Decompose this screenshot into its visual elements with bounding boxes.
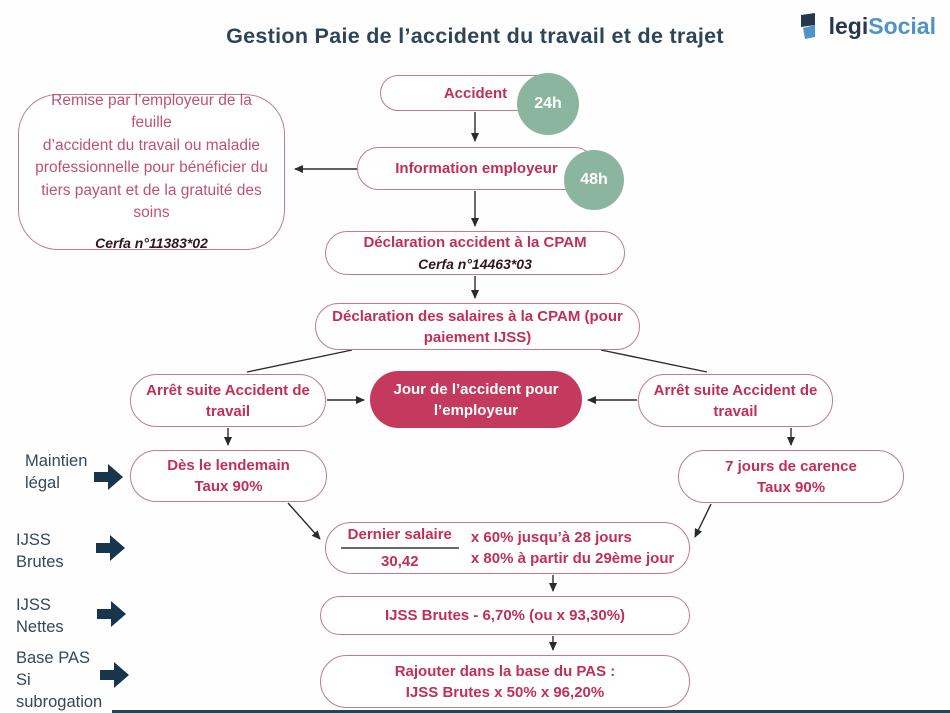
side-label-line: Brutes bbox=[16, 553, 64, 571]
dernier-salaire-formula bbox=[341, 524, 675, 572]
node-declaration-salaires-line1: Déclaration des salaires à la CPAM (pour bbox=[332, 307, 623, 325]
legisocial-logo-text bbox=[829, 13, 936, 40]
logo-text-social: Social bbox=[868, 12, 936, 39]
node-base-pas bbox=[320, 655, 690, 708]
node-pas-line2: IJSS Brutes x 50% x 96,20% bbox=[405, 683, 605, 701]
block-arrow-icon bbox=[100, 662, 129, 688]
arrow-head bbox=[114, 662, 129, 688]
node-jour-accident-employeur bbox=[370, 371, 582, 428]
arrow-head bbox=[111, 601, 126, 627]
node-des-le-lendemain bbox=[130, 450, 327, 502]
node-arret-left-line2: travail bbox=[205, 402, 251, 420]
cerfa-number: Cerfa n°11383*02 bbox=[95, 234, 208, 251]
arrow-tail bbox=[97, 609, 112, 619]
fraction bbox=[341, 524, 459, 572]
node-7-jours-carence bbox=[678, 450, 904, 503]
page-title: Gestion Paie de l’accident du travail et de trajet bbox=[226, 24, 724, 48]
node-information-label: Information employeur bbox=[395, 160, 558, 177]
callout-text bbox=[29, 90, 274, 225]
node-dernier-salaire-formule bbox=[325, 522, 690, 574]
side-label-line: subrogation bbox=[16, 693, 103, 711]
multiplier-line1: x 60% jusqu’à 28 jours bbox=[470, 529, 632, 546]
node-arret-right-line2: travail bbox=[713, 402, 758, 420]
fraction-denominator: 30,42 bbox=[381, 553, 419, 570]
badge-24h bbox=[517, 73, 579, 135]
badge-24h-label: 24h bbox=[534, 95, 562, 112]
arrow-tail bbox=[96, 543, 111, 553]
arrow-tail bbox=[94, 472, 109, 482]
node-declaration-accident-label: Déclaration accident à la CPAM bbox=[363, 233, 587, 251]
side-label-ijss-nettes bbox=[16, 594, 64, 638]
side-label-maintien-legal bbox=[25, 450, 87, 494]
callout-line: tiers payant et de la gratuité des bbox=[41, 181, 262, 199]
side-label-base-pas bbox=[16, 647, 102, 713]
block-arrow-icon bbox=[97, 601, 126, 627]
node-ijss-label: IJSS Brutes - 6,70% (ou x 93,30%) bbox=[384, 607, 626, 624]
node-arret-left-line1: Arrêt suite Accident de bbox=[146, 381, 310, 399]
node-information-employeur bbox=[357, 147, 596, 190]
side-label-line: légal bbox=[25, 474, 60, 492]
side-label-line: IJSS bbox=[16, 531, 51, 549]
arrow-head bbox=[110, 535, 125, 561]
node-declaration-accident-cpam bbox=[325, 231, 625, 275]
node-arret-accident-travail-right bbox=[638, 374, 833, 427]
logo-text-legi: legi bbox=[828, 12, 869, 39]
node-lendemain-line2: Taux 90% bbox=[194, 478, 263, 495]
side-label-line: Maintien bbox=[25, 452, 88, 470]
legisocial-logo bbox=[799, 12, 936, 40]
callout-line: d’accident du travail ou maladie bbox=[42, 136, 261, 154]
node-declaration-salaires-cpam bbox=[315, 303, 640, 350]
fraction-multipliers bbox=[471, 527, 674, 569]
legisocial-logo-icon bbox=[799, 12, 825, 40]
side-label-line: Si bbox=[16, 671, 31, 689]
node-accident-label: Accident bbox=[443, 84, 508, 102]
callout-line: Remise par l’employeur de la feuille bbox=[51, 91, 252, 132]
node-carence-line1: 7 jours de carence bbox=[725, 457, 857, 475]
side-label-line: Base PAS bbox=[16, 649, 90, 667]
callout-line: professionnelle pour bénéficier du bbox=[35, 159, 268, 177]
callout-line: soins bbox=[133, 204, 170, 222]
block-arrow-icon bbox=[96, 535, 125, 561]
node-callout-feuille-accident bbox=[18, 91, 285, 251]
node-arret-accident-travail-left bbox=[130, 374, 326, 427]
multiplier-line2: x 80% à partir du 29ème jour bbox=[470, 550, 675, 567]
badge-48h-label: 48h bbox=[580, 171, 608, 188]
side-label-line: IJSS bbox=[16, 596, 51, 614]
node-carence-line2: Taux 90% bbox=[756, 478, 826, 496]
node-pas-line1: Rajouter dans la base du PAS : bbox=[394, 662, 616, 680]
arrow-tail bbox=[100, 670, 115, 680]
node-jour-line1: Jour de l’accident pour bbox=[393, 380, 559, 398]
node-jour-line2: l’employeur bbox=[433, 401, 519, 419]
side-label-ijss-brutes bbox=[16, 529, 64, 573]
block-arrow-icon bbox=[94, 464, 123, 490]
badge-48h bbox=[564, 150, 624, 210]
arrow-head bbox=[108, 464, 123, 490]
cerfa-number: Cerfa n°14463*03 bbox=[418, 255, 532, 272]
node-declaration-salaires-line2: paiement IJSS) bbox=[423, 328, 532, 346]
side-label-line: Nettes bbox=[16, 618, 64, 636]
fraction-numerator: Dernier salaire bbox=[341, 524, 459, 549]
node-lendemain-line1: Dès le lendemain bbox=[167, 457, 290, 474]
node-ijss-brutes-nettes bbox=[320, 596, 690, 635]
node-arret-right-line1: Arrêt suite Accident de bbox=[653, 381, 818, 399]
